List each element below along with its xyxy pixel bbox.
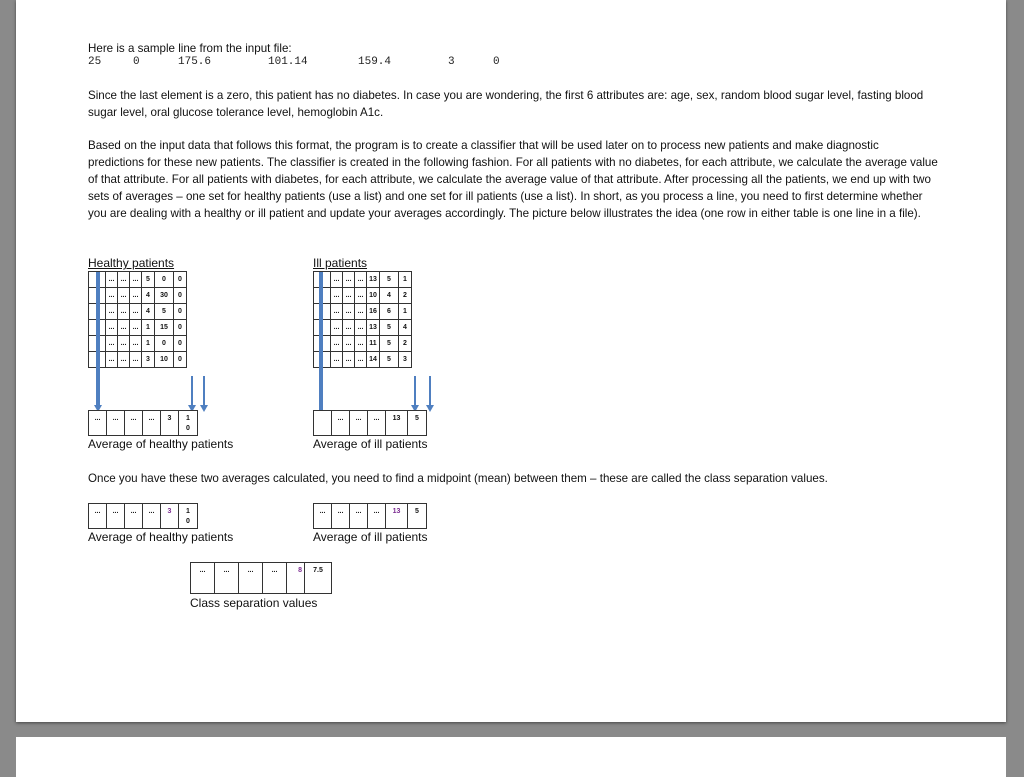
avg-cell: ...	[89, 411, 107, 435]
sample-value: 0	[133, 56, 140, 68]
ill-row	[314, 336, 412, 352]
sample-value: 175.6	[178, 56, 212, 68]
healthy-cell: 0	[174, 304, 187, 320]
avg-value: 1	[186, 508, 190, 515]
healthy-cell: 0	[155, 272, 174, 288]
healthy-cell: ...	[106, 304, 118, 320]
ill-row	[314, 352, 412, 368]
avg-cell: 5	[415, 508, 419, 515]
avg-cell: 13	[386, 504, 408, 528]
sep-cell: ...	[215, 563, 239, 593]
healthy-cell: ...	[106, 272, 118, 288]
ill-cell: ...	[343, 288, 355, 304]
healthy-average-row	[88, 410, 198, 436]
avg-cell	[179, 411, 197, 435]
ill-cell: ...	[355, 352, 367, 368]
healthy-cell: 0	[174, 336, 187, 352]
healthy-cell: ...	[130, 288, 142, 304]
ill-cell: 4	[399, 320, 412, 336]
healthy-arrow-bar	[203, 376, 205, 406]
ill-average-row-2	[313, 503, 427, 529]
paragraph-1: Since the last element is a zero, this patient has no diabetes. In case you are wondering, the first 6 attributes are: age, sex, random blood sugar level, fasting blood sugar level, oral glucose tolerance level, hemoglobin A1c.	[88, 89, 924, 119]
avg-cell: ...	[332, 504, 350, 528]
healthy-row	[89, 352, 187, 368]
ill-average-row	[313, 410, 427, 436]
ill-row	[314, 288, 412, 304]
ill-cell: 13	[367, 272, 380, 288]
sep-cell: 7.5	[313, 567, 323, 574]
paragraph-2: Based on the input data that follows this format, the program is to create a classifier that will be used later on to process new patients and make diagnostic predictions for these new patients. The classifier is created in the following fashion. For all patients with no diabetes, for each attribute, we calculate the average value of that attribute. For all patients with diabetes, for each attribute, we calculate the average value of that attribute. After processing all the patients, we end up with two sets of averages – one set for healthy patients (use a list) and one set for ill patients (use a list). In short, as you process a line, you need to first determine whether you are dealing with a healthy or ill patient and update your averages accordingly. The picture below illustrates the idea (one row in either table is one line in a file).	[88, 139, 938, 220]
ill-cell: ...	[331, 352, 343, 368]
healthy-cell: 3	[142, 352, 155, 368]
ill-cell: ...	[331, 336, 343, 352]
avg-value: 0	[186, 518, 190, 525]
ill-cell: ...	[355, 320, 367, 336]
paragraph-3: Once you have these two averages calculated, you need to find a midpoint (mean) between them – these are called the class separation values.	[88, 472, 828, 485]
ill-cell: ...	[343, 352, 355, 368]
ill-cell: 11	[367, 336, 380, 352]
healthy-row	[89, 272, 187, 288]
healthy-cell: 10	[155, 352, 174, 368]
ill-cell: 10	[367, 288, 380, 304]
healthy-cell: ...	[118, 320, 130, 336]
sample-value: 0	[493, 56, 500, 68]
healthy-cell: ...	[130, 352, 142, 368]
avg-cell: ...	[143, 504, 161, 528]
avg-cell: ...	[125, 411, 143, 435]
ill-cell: ...	[355, 272, 367, 288]
ill-row	[314, 304, 412, 320]
ill-cell: ...	[343, 320, 355, 336]
sample-value: 159.4	[358, 56, 392, 68]
healthy-row	[89, 304, 187, 320]
avg-healthy-label-2: Average of healthy patients	[88, 530, 234, 544]
avg-cell	[179, 504, 197, 528]
healthy-average-row-2	[88, 503, 198, 529]
class-separation-label: Class separation values	[190, 596, 318, 610]
healthy-table-title: Healthy patients	[88, 256, 175, 270]
avg-cell: ...	[89, 504, 107, 528]
intro-text: Here is a sample line from the input file:	[88, 42, 292, 55]
healthy-arrow-head	[200, 405, 208, 412]
ill-cell: ...	[355, 336, 367, 352]
healthy-cell: 30	[155, 288, 174, 304]
ill-cell: ...	[355, 304, 367, 320]
healthy-cell: ...	[106, 320, 118, 336]
avg-value: 0	[186, 425, 190, 432]
healthy-cell: 5	[142, 272, 155, 288]
ill-cell: ...	[331, 288, 343, 304]
avg-value: 1	[186, 415, 190, 422]
ill-cell: ...	[343, 272, 355, 288]
avg-cell: ...	[125, 504, 143, 528]
healthy-cell: 1	[142, 336, 155, 352]
ill-cell: 14	[367, 352, 380, 368]
healthy-cell: ...	[106, 336, 118, 352]
ill-arrow-bar	[414, 376, 416, 406]
ill-arrow-head	[426, 405, 434, 412]
healthy-arrow-bar	[191, 376, 193, 406]
healthy-cell: ...	[118, 352, 130, 368]
avg-cell	[314, 411, 332, 435]
sample-value: 101.14	[268, 56, 308, 68]
healthy-cell: ...	[130, 272, 142, 288]
ill-cell: 3	[399, 352, 412, 368]
ill-cell: 2	[399, 288, 412, 304]
avg-cell: 3	[161, 504, 179, 528]
healthy-row	[89, 320, 187, 336]
healthy-cell: ...	[130, 336, 142, 352]
avg-ill-label: Average of ill patients	[313, 437, 428, 451]
ill-table	[313, 271, 412, 368]
avg-cell: ...	[143, 411, 161, 435]
ill-cell: ...	[343, 304, 355, 320]
healthy-cell: 5	[155, 304, 174, 320]
healthy-arrow-bar	[96, 272, 100, 406]
ill-arrow-bar	[429, 376, 431, 406]
avg-healthy-label: Average of healthy patients	[88, 437, 234, 451]
healthy-cell: 0	[174, 320, 187, 336]
ill-cell: 5	[380, 320, 399, 336]
ill-cell: 6	[380, 304, 399, 320]
avg-cell: ...	[350, 411, 368, 435]
sep-cell: ...	[263, 563, 287, 593]
healthy-row	[89, 288, 187, 304]
ill-cell: 13	[367, 320, 380, 336]
ill-row	[314, 272, 412, 288]
avg-cell: 3	[161, 411, 179, 435]
healthy-cell: 4	[142, 304, 155, 320]
healthy-cell: 1	[142, 320, 155, 336]
next-page	[16, 737, 1006, 777]
ill-cell: 5	[380, 272, 399, 288]
ill-cell: 4	[380, 288, 399, 304]
healthy-cell: ...	[106, 352, 118, 368]
sep-cell: ...	[191, 563, 215, 593]
avg-ill-label-2: Average of ill patients	[313, 530, 428, 544]
avg-cell: ...	[314, 504, 332, 528]
healthy-cell: ...	[118, 304, 130, 320]
ill-cell: 5	[380, 336, 399, 352]
ill-cell: 16	[367, 304, 380, 320]
ill-table-title: Ill patients	[313, 256, 368, 270]
healthy-cell: 4	[142, 288, 155, 304]
avg-cell: ...	[107, 411, 125, 435]
healthy-table	[88, 271, 187, 368]
ill-cell: ...	[355, 288, 367, 304]
healthy-cell: ...	[118, 336, 130, 352]
avg-cell: ...	[350, 504, 368, 528]
healthy-cell: 0	[155, 336, 174, 352]
avg-cell: 13	[386, 411, 408, 435]
healthy-cell: 0	[174, 272, 187, 288]
healthy-cell: 0	[174, 288, 187, 304]
sep-cell: 8	[287, 563, 305, 593]
sample-value: 3	[448, 56, 455, 68]
healthy-cell: ...	[118, 288, 130, 304]
healthy-cell: ...	[130, 304, 142, 320]
ill-cell: ...	[331, 304, 343, 320]
ill-cell: 1	[399, 272, 412, 288]
ill-cell: ...	[343, 336, 355, 352]
healthy-row	[89, 336, 187, 352]
healthy-cell: 0	[174, 352, 187, 368]
ill-cell: 1	[399, 304, 412, 320]
ill-row	[314, 320, 412, 336]
avg-cell: ...	[368, 504, 386, 528]
sep-cell: ...	[239, 563, 263, 593]
ill-cell: ...	[331, 320, 343, 336]
avg-cell: ...	[107, 504, 125, 528]
class-separation-row	[190, 562, 332, 594]
avg-cell: ...	[332, 411, 350, 435]
ill-cell: 5	[380, 352, 399, 368]
avg-cell: 5	[415, 415, 419, 422]
healthy-cell: ...	[106, 288, 118, 304]
healthy-cell: ...	[118, 272, 130, 288]
sample-value: 25	[88, 56, 102, 68]
document-page	[16, 0, 1006, 722]
ill-cell: 2	[399, 336, 412, 352]
ill-cell: ...	[331, 272, 343, 288]
avg-cell: ...	[368, 411, 386, 435]
healthy-cell: ...	[130, 320, 142, 336]
healthy-cell: 15	[155, 320, 174, 336]
ill-arrow-bar	[319, 272, 323, 426]
